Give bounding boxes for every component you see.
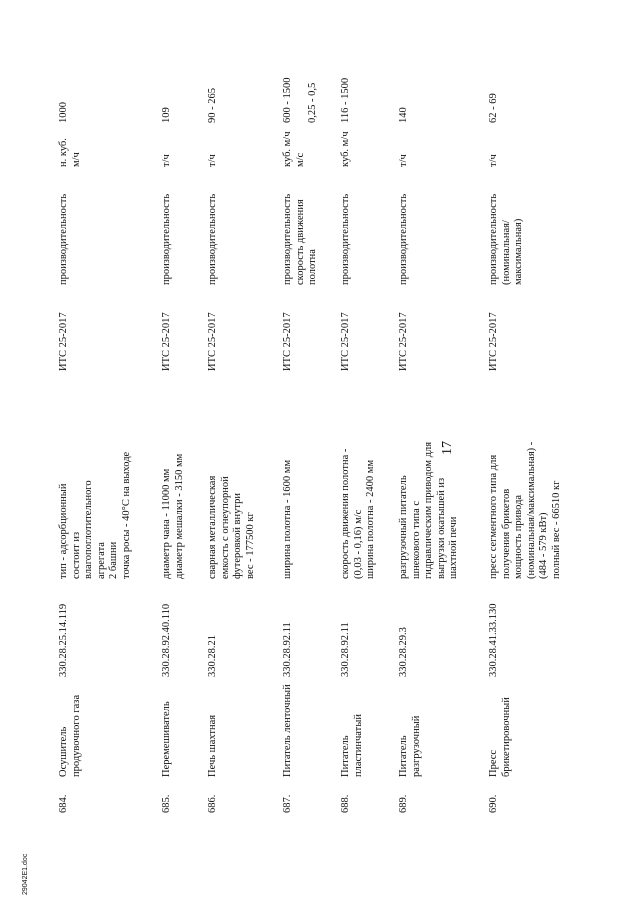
- row-number: 690.: [488, 794, 499, 813]
- footer-file-code: 29042E1.doc: [22, 853, 29, 895]
- parameter: производительность: [58, 193, 69, 285]
- description: диаметр чана - 11000 мм диаметр мешалки - 3150 мм: [161, 453, 185, 579]
- equipment-name: Питатель ленточный: [282, 684, 293, 777]
- standard: ИТС 25-2017: [488, 312, 499, 371]
- unit: н. куб. м/ч: [58, 138, 82, 167]
- standard: ИТС 25-2017: [398, 312, 409, 371]
- standard: ИТС 25-2017: [207, 312, 218, 371]
- parameter: производительность: [161, 193, 172, 285]
- parameter: производительность: [340, 193, 351, 285]
- equipment-name: Печь шахтная: [207, 714, 218, 777]
- value: 140: [398, 107, 409, 123]
- row-number: 684.: [58, 794, 69, 813]
- row-number: 686.: [207, 794, 218, 813]
- parameter: производительность: [207, 193, 218, 285]
- value: 116 - 1500: [340, 77, 351, 123]
- parameter: производительность (номинальная/ максимальная): [488, 193, 524, 285]
- page-number: 17: [440, 441, 455, 455]
- description: сварная металлическая емкость с огнеупорной футеровкой внутри вес - 177500 кг: [207, 475, 256, 579]
- description: разгрузочный питатель шнекового типа с гидравлическим приводом для выгрузки окатышей из шахтной печи: [398, 441, 459, 579]
- standard: ИТС 25-2017: [58, 312, 69, 371]
- description: ширина полотна - 1600 мм: [282, 459, 293, 579]
- row-number: 687.: [282, 794, 293, 813]
- value: 62 - 69: [488, 93, 499, 123]
- okpd-code: 330.28.21: [207, 635, 218, 677]
- unit: т/ч: [398, 154, 409, 167]
- parameter: производительность: [398, 193, 409, 285]
- value: 90 - 265: [207, 88, 218, 123]
- description: скорость движения полотна - (0,03 - 0,16) м/с ширина полотна - 2400 мм: [340, 448, 376, 579]
- equipment-name: Пресс брикетировочный: [488, 697, 512, 777]
- equipment-name: Перемешиватель: [161, 701, 172, 777]
- value: 600 - 1500 0,25 - 0,5: [282, 77, 318, 123]
- unit: куб. м/ч: [340, 131, 351, 167]
- unit: т/ч: [488, 154, 499, 167]
- row-number: 689.: [398, 794, 409, 813]
- value: 1000: [58, 102, 69, 123]
- equipment-name: Питатель разгрузочный: [398, 715, 422, 777]
- equipment-name: Питатель пластинчатый: [340, 714, 364, 777]
- okpd-code: 330.28.92.11: [340, 622, 351, 677]
- description: тип - адсорбционный состоит из влагопоглотительного агрегата 2 башни точка росы - 40°C на выходе: [58, 451, 132, 579]
- unit: т/ч: [207, 154, 218, 167]
- unit: т/ч: [161, 154, 172, 167]
- parameter: производительность скорость движения полотна: [282, 193, 318, 285]
- standard: ИТС 25-2017: [282, 312, 293, 371]
- row-number: 685.: [161, 794, 172, 813]
- standard: ИТС 25-2017: [340, 312, 351, 371]
- okpd-code: 330.28.25.14.119: [58, 603, 69, 677]
- okpd-code: 330.28.92.11: [282, 622, 293, 677]
- value: 109: [161, 107, 172, 123]
- row-number: 688.: [340, 794, 351, 813]
- okpd-code: 330.28.92.40.110: [161, 603, 172, 677]
- standard: ИТС 25-2017: [161, 312, 172, 371]
- okpd-code: 330.28.29.3: [398, 627, 409, 677]
- unit: куб. м/ч м/с: [282, 131, 306, 167]
- equipment-name: Осушитель продувочного газа: [58, 694, 82, 777]
- okpd-code: 330.28.41.33.130: [488, 603, 499, 677]
- description: пресс сегментного типа для получения брикетов мощность привода (номинальная/максимальная) - (484 - 579 кВт) полный вес - 66510 кг: [488, 441, 562, 579]
